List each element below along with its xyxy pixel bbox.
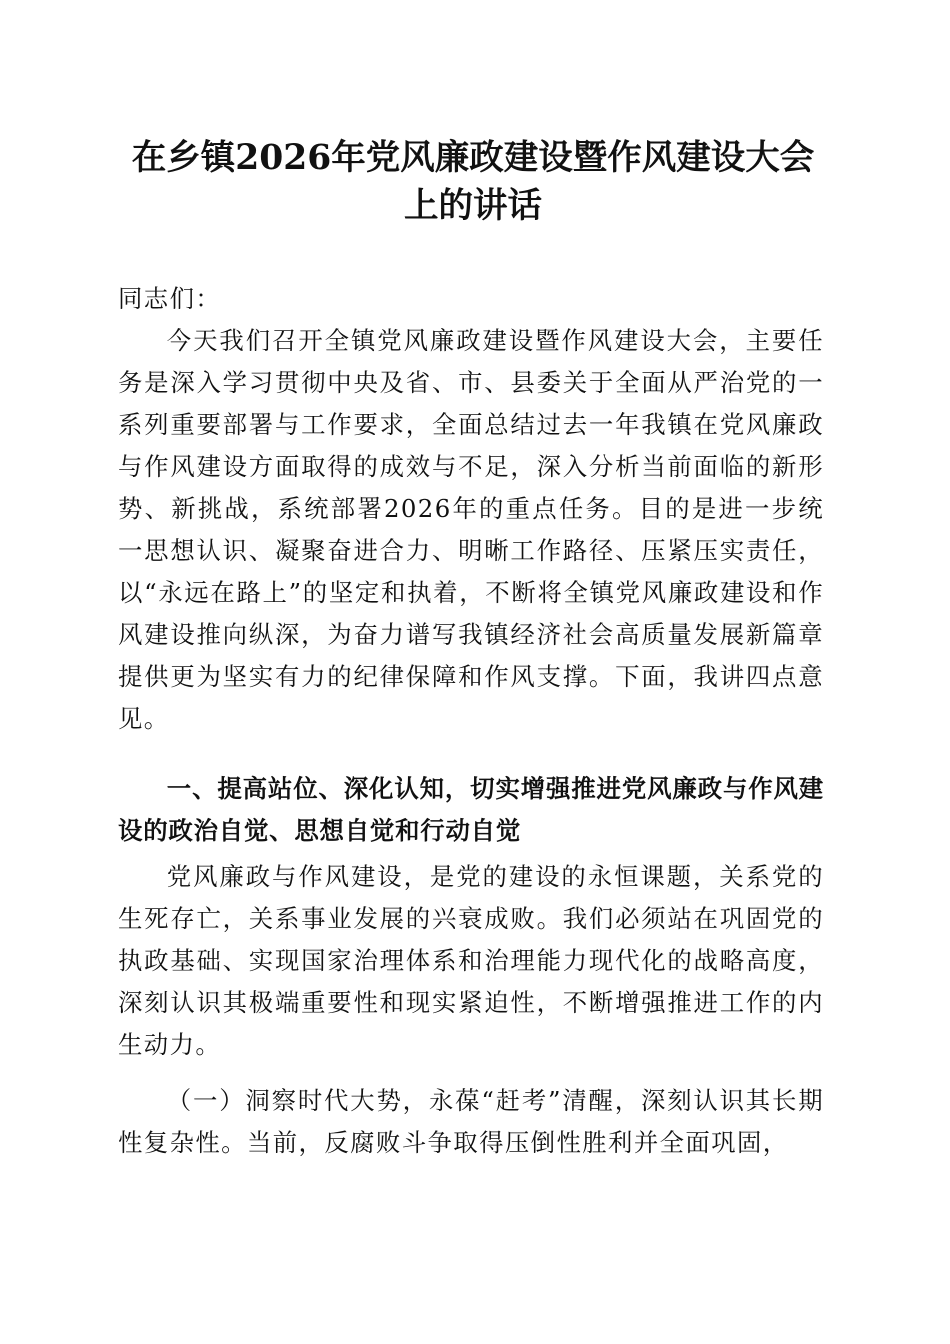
document-title: 在乡镇2026年党风廉政建设暨作风建设大会上的讲话 bbox=[131, 138, 815, 226]
section-1-paragraph: 党风廉政与作风建设，是党的建设的永恒课题，关系党的生死存亡，关系事业发展的兴衰成败。我们必须站在巩固党的执政基础、实现国家治理体系和治理能力现代化的战略高度，深刻认识其极端重要性和现实紧迫性，不断增强推进工作的内生动力。 bbox=[118, 862, 824, 1059]
intro-paragraph: 今天我们召开全镇党风廉政建设暨作风建设大会，主要任务是深入学习贯彻中央及省、市、县委关于全面从严治党的一系列重要部署与工作要求，全面总结过去一年我镇在党风廉政与作风建设方面取得的成效与不足，深入分析当前面临的新形势、新挑战，系统部署2026年的重点任务。目的是进一步统一思想认识、凝聚奋进合力、明晰工作路径、压紧压实责任，以“永远在路上”的坚定和执着，不断将全镇党风廉政建设和作风建设推向纵深，为奋力谱写我镇经济社会高质量发展新篇章提供更为坚实有力的纪律保障和作风支撑。下面，我讲四点意见。 bbox=[118, 326, 824, 733]
subsection-1-paragraph: （一）洞察时代大势，永葆“赶考”清醒，深刻认识其长期性复杂性。当前，反腐败斗争取得压倒性胜利并全面巩固， bbox=[118, 1086, 824, 1157]
salutation: 同志们： bbox=[118, 284, 222, 313]
section-heading-1: 一、提高站位、深化认知，切实增强推进党风廉政与作风建设的政治自觉、思想自觉和行动自觉 bbox=[118, 774, 824, 845]
